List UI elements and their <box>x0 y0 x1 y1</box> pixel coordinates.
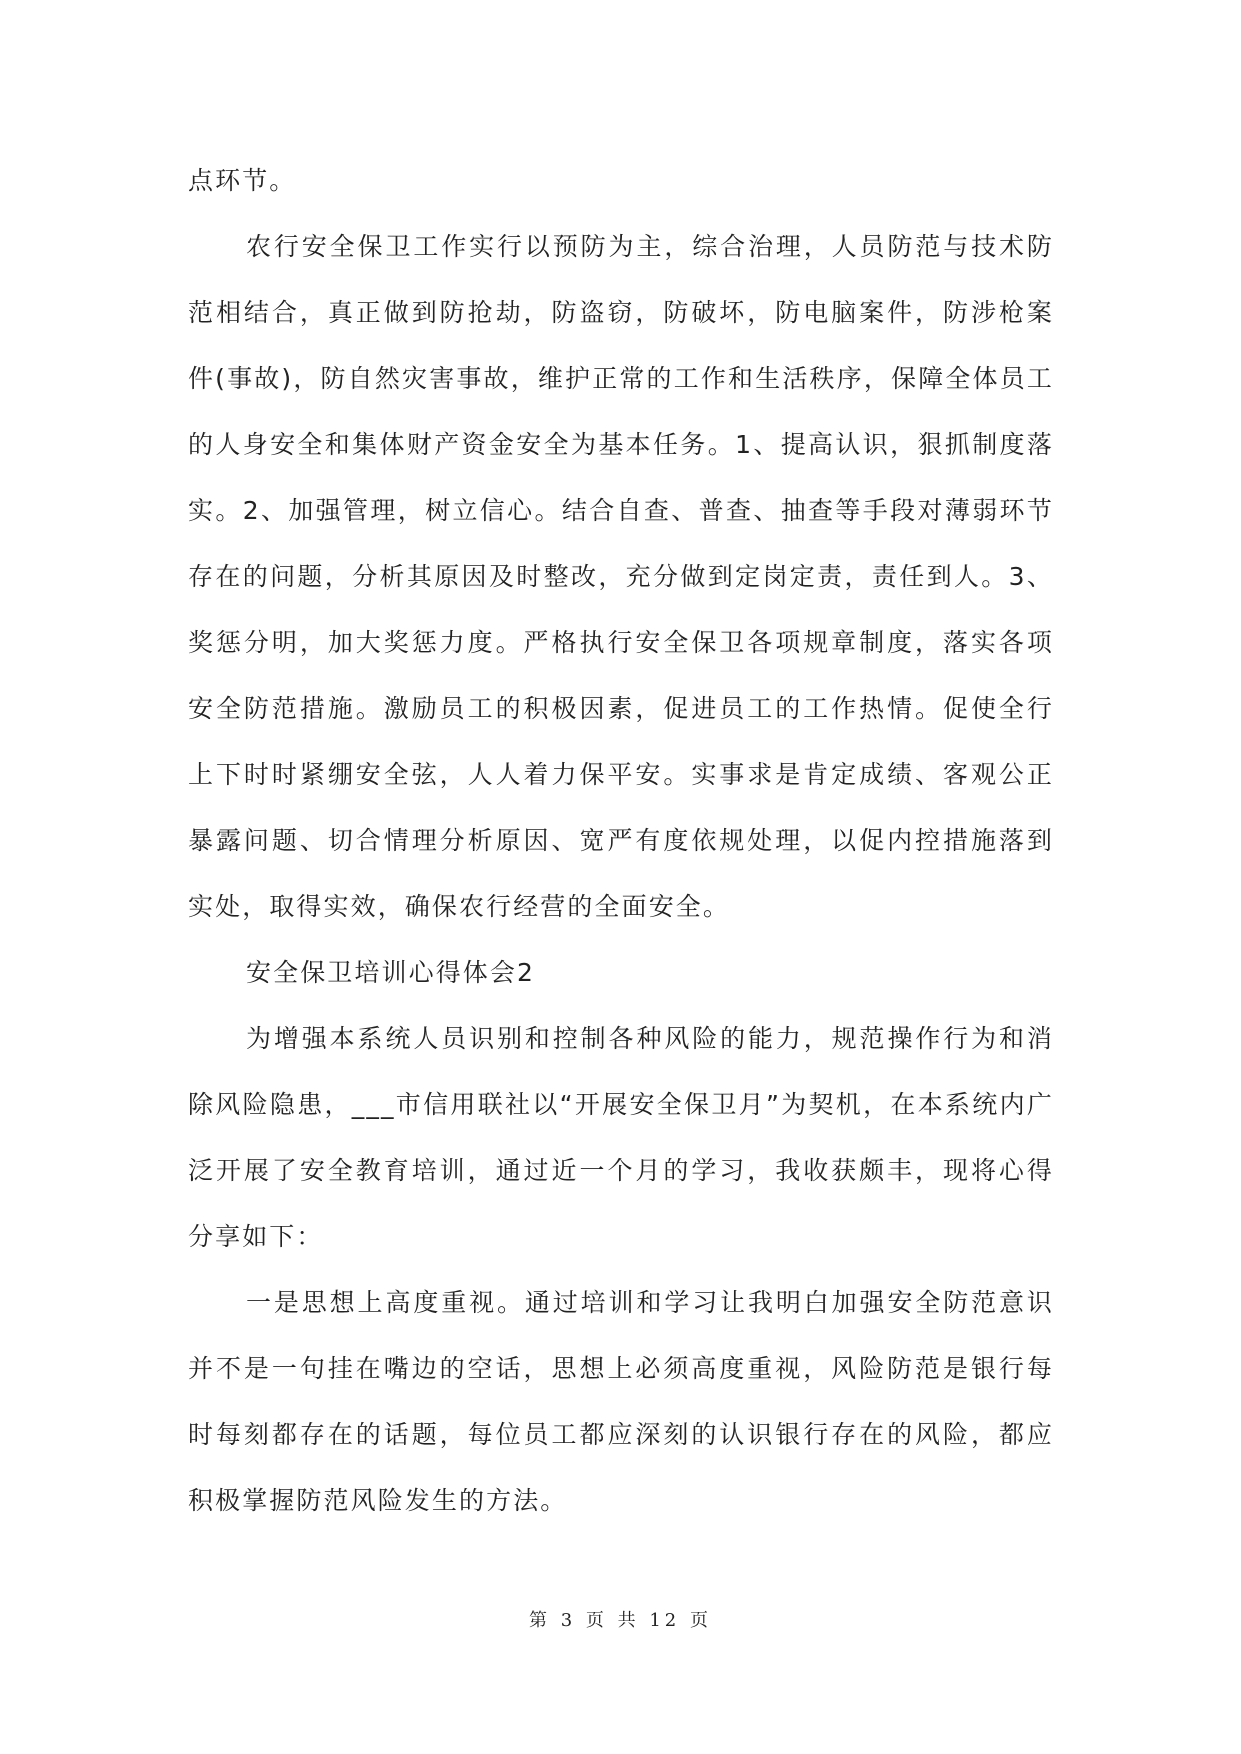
paragraph-continuation: 点环节。 <box>188 166 297 195</box>
page-number-footer: 第 3 页 共 12 页 <box>529 1610 712 1631</box>
document-body <box>188 148 1054 1534</box>
paragraph-training-intro: 为增强本系统人员识别和控制各种风险的能力，规范操作行为和消除风险隐患，___市信用联社以“开展安全保卫月”为契机，在本系统内广泛开展了安全教育培训，通过近一个月的学习，我收获颇丰，现将心得分享如下： <box>188 1024 1054 1251</box>
section-heading: 安全保卫培训心得体会2 <box>246 958 536 987</box>
paragraph-point-one: 一是思想上高度重视。通过培训和学习让我明白加强安全防范意识并不是一句挂在嘴边的空话，思想上必须高度重视，风险防范是银行每时每刻都存在的话题，每位员工都应深刻的认识银行存在的风险，都应积极掌握防范风险发生的方法。 <box>188 1288 1054 1515</box>
paragraph-security-work: 农行安全保卫工作实行以预防为主，综合治理，人员防范与技术防范相结合，真正做到防抢劫，防盗窃，防破坏，防电脑案件，防涉枪案件(事故)，防自然灾害事故，维护正常的工作和生活秩序，保障全体员工的人身安全和集体财产资金安全为基本任务。1、提高认识，狠抓制度落实。2、加强管理，树立信心。结合自查、普查、抽查等手段对薄弱环节存在的问题，分析其原因及时整改，充分做到定岗定责，责任到人。3、奖惩分明，加大奖惩力度。严格执行安全保卫各项规章制度，落实各项安全防范措施。激励员工的积极因素，促进员工的工作热情。促使全行上下时时紧绷安全弦，人人着力保平安。实事求是肯定成绩、客观公正暴露问题、切合情理分析原因、宽严有度依规处理，以促内控措施落到实处，取得实效，确保农行经营的全面安全。 <box>188 232 1054 921</box>
